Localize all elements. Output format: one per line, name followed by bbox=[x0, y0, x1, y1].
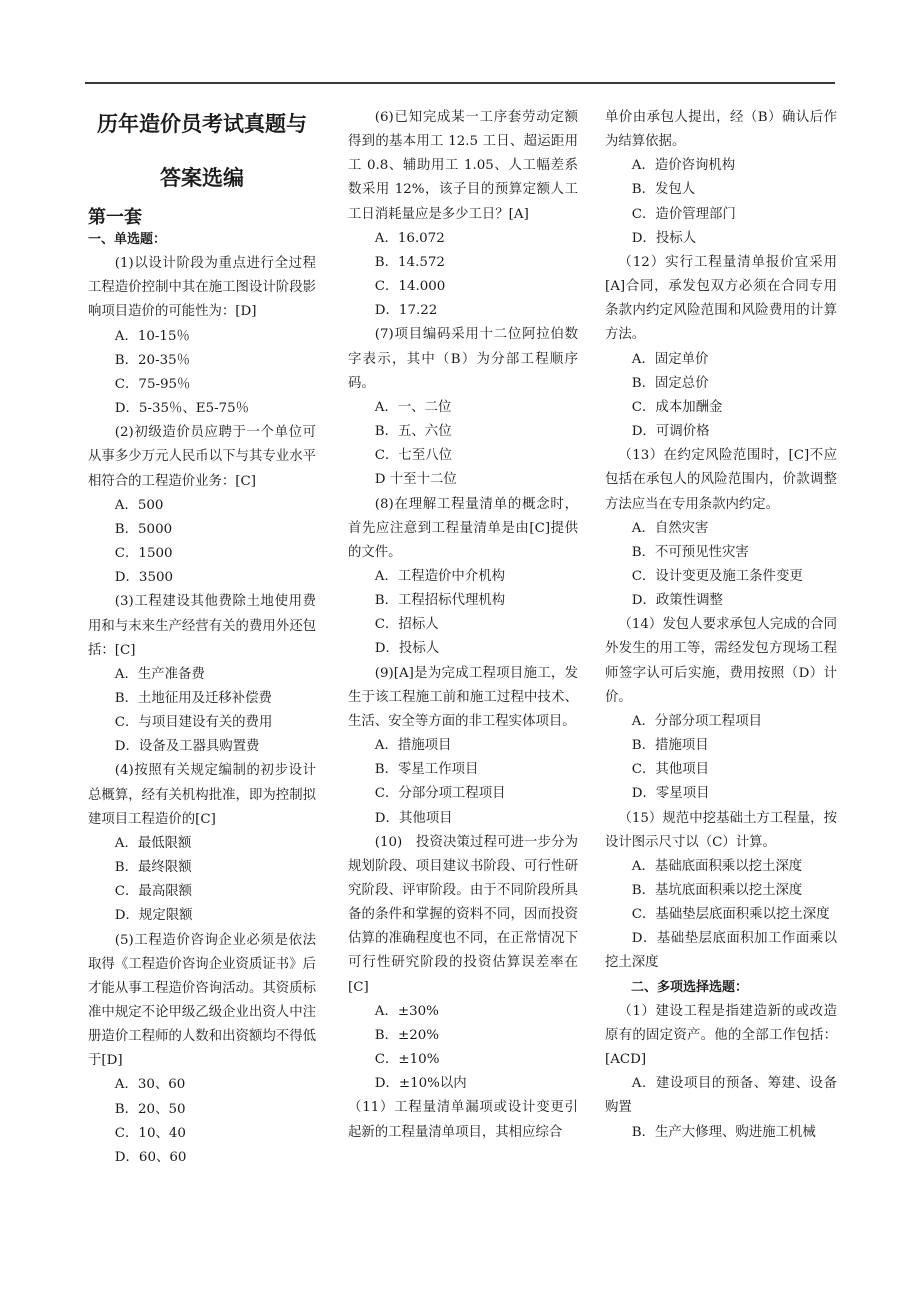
option: D．政策性调整 bbox=[631, 593, 723, 609]
option: A．30、60 bbox=[114, 1077, 186, 1093]
option: A．工程造价中介机构 bbox=[374, 568, 505, 584]
option: B．工程招标代理机构 bbox=[374, 593, 506, 609]
question-10 bbox=[348, 831, 578, 1097]
option: D．投标人 bbox=[631, 230, 697, 246]
question-text: (5)工程造价咨询企业必须是依法取得《工程造价咨询企业资质证书》后才能从事工程造价咨询活动。其资质标准中规定不论甲级乙级企业出资人中注册造价工程师的人数和出资额均不得低于[D] bbox=[88, 932, 316, 1069]
option: B．发包人 bbox=[631, 182, 696, 198]
option: D．60、60 bbox=[114, 1149, 187, 1165]
question-5 bbox=[88, 929, 316, 1171]
question-text: (9)[A]是为完成工程项目施工，发生于该工程施工前和施工过程中技术、生活、安全等方面的非工程实体项目。 bbox=[348, 665, 578, 729]
question-8 bbox=[348, 493, 578, 662]
option: B．20-35％ bbox=[114, 352, 191, 368]
option: A．措施项目 bbox=[374, 738, 452, 754]
question-text: （11）工程量清单漏项或设计变更引起新的工程量清单项目，其相应综合 bbox=[348, 1100, 578, 1140]
option: D．其他项目 bbox=[374, 810, 453, 826]
option: C．设计变更及施工条件变更 bbox=[631, 568, 803, 584]
column-2 bbox=[348, 106, 578, 1145]
question-text: (3)工程建设其他费除土地使用费用和与末来生产经营有关的费用外还包括：[C] bbox=[88, 594, 316, 658]
option: B．措施项目 bbox=[631, 738, 709, 754]
option: A．500 bbox=[114, 497, 164, 513]
option: D．基础垫层底面积加工作面乘以挖土深度 bbox=[605, 931, 837, 971]
option: A．造价咨询机构 bbox=[631, 158, 736, 174]
question-11-continued bbox=[605, 106, 837, 251]
option: D．17.22 bbox=[374, 303, 438, 319]
option: A．基础底面积乘以挖土深度 bbox=[631, 858, 803, 874]
question-text: (1)以设计阶段为重点进行全过程工程造价控制中其在施工图设计阶段影响项目造价的可能性为：[D] bbox=[88, 256, 316, 320]
question-12 bbox=[605, 251, 837, 444]
option: C．±10% bbox=[374, 1052, 440, 1068]
multi-question-1 bbox=[605, 1000, 837, 1145]
column-1 bbox=[88, 112, 316, 1170]
document-title-line1: 历年造价员考试真题与 bbox=[97, 111, 307, 136]
option: D．可调价格 bbox=[631, 424, 710, 440]
option: C．与项目建设有关的费用 bbox=[114, 715, 273, 731]
question-13 bbox=[605, 444, 837, 613]
section-heading-multiple-choice: 二、多项选择选题： bbox=[631, 979, 749, 995]
question-2 bbox=[88, 421, 316, 590]
question-4 bbox=[88, 759, 316, 928]
option: C．七至八位 bbox=[374, 448, 452, 464]
option: D．±10%以内 bbox=[374, 1076, 467, 1092]
option: C．分部分项工程项目 bbox=[374, 786, 506, 802]
question-text: (10) 投资决策过程可进一步分为规划阶段、项目建议书阶段、可行性研究阶段、评审阶段。由于不同阶段所具备的条件和掌握的资料不同，因而投资估算的准确程度也不同，在正常情况下可行性研究阶段的投资估算误差率在[C] bbox=[348, 834, 578, 995]
question-text: (8)在理解工程量清单的概念时，首先应注意到工程量清单是由[C]提供的文件。 bbox=[348, 496, 578, 560]
option: C．招标人 bbox=[374, 617, 439, 633]
question-15 bbox=[605, 807, 837, 976]
option: D．设备及工器具购置费 bbox=[114, 739, 260, 755]
option: A．一、二位 bbox=[374, 399, 452, 415]
option: C．1500 bbox=[114, 546, 173, 562]
option: A．建设项目的预备、筹建、设备购置 bbox=[605, 1076, 837, 1116]
option: B．5000 bbox=[114, 521, 173, 537]
option: B．五、六位 bbox=[374, 424, 452, 440]
set-title: 第一套 bbox=[88, 207, 142, 228]
option: B．基坑底面积乘以挖土深度 bbox=[631, 883, 803, 898]
question-text: （12）实行工程量清单报价宜采用[A]合同，承发包双方必须在合同专用条款内约定风险范围和风险费用的计算方法。 bbox=[605, 254, 837, 343]
question-11-start bbox=[348, 1096, 578, 1144]
option: B．±20% bbox=[374, 1027, 440, 1043]
question-text: (2)初级造价员应聘于一个单位可从事多少万元人民币以下与其专业水平相符合的工程造价业务：[C] bbox=[88, 425, 316, 489]
option: B．生产大修理、购进施工机械 bbox=[631, 1124, 816, 1140]
option: B．不可预见性灾害 bbox=[631, 544, 749, 560]
option: C．基础垫层底面积乘以挖土深度 bbox=[631, 907, 830, 923]
question-text: (4)按照有关规定编制的初步设计总概算，经有关机构批准，即为控制拟建项目工程造价的[C] bbox=[88, 763, 316, 827]
section-heading-single-choice: 一、单选题： bbox=[88, 232, 167, 247]
option: A．固定单价 bbox=[631, 351, 709, 367]
question-text: （1）建设工程是指建造新的或改造原有的固定资产。他的全部工作包括：[ACD] bbox=[605, 1003, 837, 1068]
header-rule bbox=[85, 82, 835, 84]
option: C．10、40 bbox=[114, 1125, 186, 1141]
question-text: (6)已知完成某一工序套劳动定额得到的基本用工 12.5 工日、超运距用工 0.8、辅助用工 1.05、人工幅差系数采用 12%，该子目的预算定额人工工日消耗量应是多少工日？[A] bbox=[348, 110, 578, 222]
question-1 bbox=[88, 252, 316, 421]
document-title-line2: 答案选编 bbox=[160, 165, 244, 190]
option: A．±30% bbox=[374, 1003, 439, 1019]
option: C．14.000 bbox=[374, 279, 446, 295]
option: B．固定总价 bbox=[631, 375, 709, 391]
option: A．最低限额 bbox=[114, 835, 192, 851]
question-7 bbox=[348, 323, 578, 492]
option: B．最终限额 bbox=[114, 860, 192, 876]
option: C．造价管理部门 bbox=[631, 206, 736, 222]
option: D．零星项目 bbox=[631, 786, 710, 802]
option: D．5-35％、E5-75％ bbox=[114, 401, 250, 417]
column-3 bbox=[605, 106, 837, 1145]
option: A．生产准备费 bbox=[114, 666, 205, 682]
option: D．投标人 bbox=[374, 641, 440, 657]
option: D 十至十二位 bbox=[374, 472, 457, 488]
option: C．最高限额 bbox=[114, 884, 192, 900]
option: C．其他项目 bbox=[631, 762, 709, 778]
option: B．20、50 bbox=[114, 1101, 186, 1117]
question-14 bbox=[605, 613, 837, 806]
option: A．16.072 bbox=[374, 230, 445, 246]
option: A．自然灾害 bbox=[631, 520, 709, 536]
option: D．规定限额 bbox=[114, 908, 193, 924]
option: C．成本加酬金 bbox=[631, 399, 723, 415]
question-text: （15）规范中挖基础土方工程量，按设计图示尺寸以（C）计算。 bbox=[605, 810, 837, 850]
question-text: （13）在约定风险范围时，[C]不应包括在承包人的风险范围内，价款调整方法应当在专用条款内约定。 bbox=[605, 448, 837, 512]
question-text: (7)项目编码采用十二位阿拉伯数字表示，其中（B）为分部工程顺序码。 bbox=[348, 327, 578, 391]
option: A．10-15％ bbox=[114, 328, 190, 344]
question-text: （14）发包人要求承包人完成的合同外发生的用工等，需经发包方现场工程师签字认可后实施，费用按照（D）计价。 bbox=[605, 617, 837, 705]
question-9 bbox=[348, 662, 578, 831]
option: C．75-95％ bbox=[114, 376, 191, 392]
option: A．分部分项工程项目 bbox=[631, 713, 762, 729]
option: B．零星工作项目 bbox=[374, 762, 479, 778]
option: B．14.572 bbox=[374, 254, 445, 270]
question-6 bbox=[348, 106, 578, 323]
option: B．土地征用及迁移补偿费 bbox=[114, 690, 272, 706]
option: D．3500 bbox=[114, 570, 174, 586]
question-3 bbox=[88, 590, 316, 759]
question-text: 单价由承包人提出，经（B）确认后作为结算依据。 bbox=[605, 110, 837, 150]
